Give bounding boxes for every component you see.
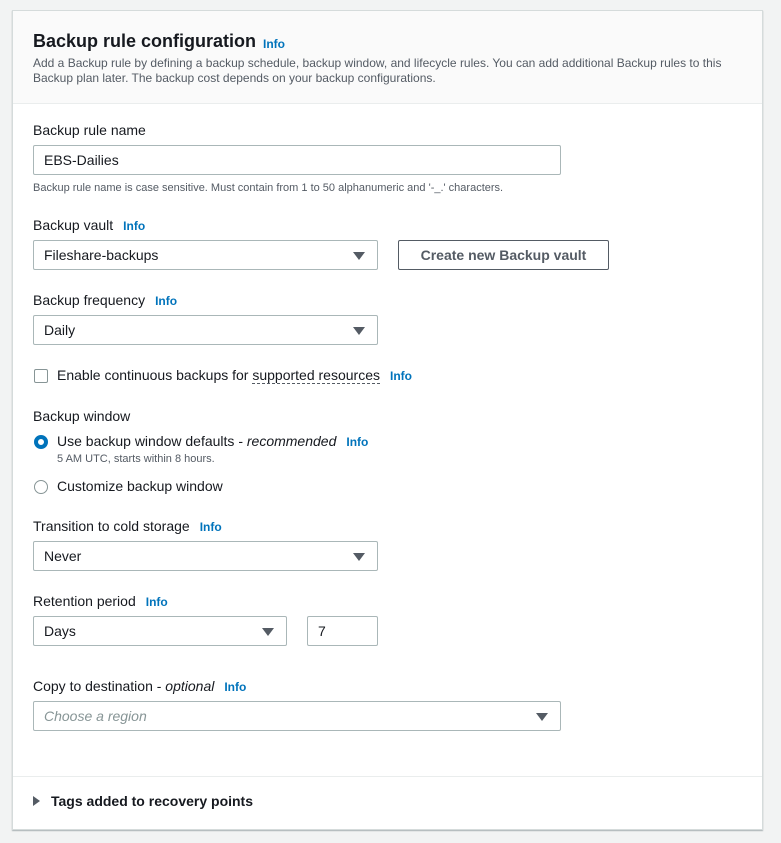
rule-name-label: Backup rule name: [33, 122, 146, 138]
continuous-backups-label: [57, 367, 412, 383]
window-default-em: recommended: [246, 433, 337, 449]
vault-select[interactable]: [33, 240, 378, 270]
chevron-down-icon: [353, 252, 365, 260]
cold-storage-select[interactable]: [33, 541, 378, 571]
retention-info-link[interactable]: Info: [145, 595, 168, 609]
frequency-select-value: Daily: [44, 322, 76, 338]
copy-label-em: optional: [165, 678, 215, 694]
copy-label-text: Copy to destination -: [33, 678, 166, 694]
copy-region-placeholder: Choose a region: [44, 708, 147, 724]
retention-value-input[interactable]: 7: [307, 616, 378, 646]
window-default-label: [57, 433, 368, 449]
vault-label: [33, 217, 145, 233]
chevron-down-icon: [536, 713, 548, 721]
window-default-hint: 5 AM UTC, starts within 8 hours.: [57, 453, 215, 465]
backup-window-label: Backup window: [33, 408, 131, 424]
retention-unit-value: Days: [44, 623, 76, 639]
frequency-info-link[interactable]: Info: [155, 294, 178, 308]
tags-expander-label: Tags added to recovery points: [51, 793, 254, 809]
cold-storage-select-value: Never: [44, 548, 82, 564]
title-info-link[interactable]: Info: [263, 37, 285, 51]
retention-label: [33, 593, 168, 609]
frequency-label-text: Backup frequency: [33, 292, 146, 308]
panel-description: Add a Backup rule by defining a backup schedule, backup window, and lifecycle rules. You can add additional Backup rules to this Backup plan later. The backup cost depends on your backup configurations.: [33, 56, 722, 85]
supported-resources-link[interactable]: supported resources: [252, 367, 380, 383]
tags-expander[interactable]: [33, 793, 253, 809]
chevron-down-icon: [353, 553, 365, 561]
window-custom-label: Customize backup window: [57, 478, 223, 494]
copy-destination-label: [33, 678, 246, 694]
page-title: Backup rule configuration: [33, 31, 257, 51]
continuous-label-prefix: Enable continuous backups for: [57, 367, 253, 383]
cold-storage-label: [33, 518, 222, 534]
vault-label-text: Backup vault: [33, 217, 114, 233]
retention-unit-select[interactable]: [33, 616, 287, 646]
backup-rule-panel: [12, 10, 763, 830]
frequency-label: [33, 292, 177, 308]
divider: [13, 776, 762, 777]
cold-storage-label-text: Transition to cold storage: [33, 518, 190, 534]
create-vault-button[interactable]: Create new Backup vault: [398, 240, 609, 270]
window-default-text: Use backup window defaults -: [57, 433, 247, 449]
caret-right-icon: [33, 796, 40, 806]
vault-select-value: Fileshare-backups: [44, 247, 159, 263]
rule-name-input[interactable]: EBS-Dailies: [33, 145, 561, 175]
copy-info-link[interactable]: Info: [224, 680, 247, 694]
cold-storage-info-link[interactable]: Info: [199, 520, 222, 534]
frequency-select[interactable]: [33, 315, 378, 345]
chevron-down-icon: [353, 327, 365, 335]
retention-label-text: Retention period: [33, 593, 136, 609]
window-custom-radio[interactable]: [34, 480, 48, 494]
rule-name-hint: Backup rule name is case sensitive. Must contain from 1 to 50 alphanumeric and '-_.' characters.: [33, 182, 504, 194]
chevron-down-icon: [262, 628, 274, 636]
vault-info-link[interactable]: Info: [123, 219, 146, 233]
continuous-backups-checkbox[interactable]: [34, 369, 48, 383]
panel-header: [13, 11, 762, 104]
window-default-info-link[interactable]: Info: [346, 435, 369, 449]
copy-region-select[interactable]: [33, 701, 561, 731]
continuous-info-link[interactable]: Info: [390, 369, 412, 383]
window-default-radio[interactable]: [34, 435, 48, 449]
